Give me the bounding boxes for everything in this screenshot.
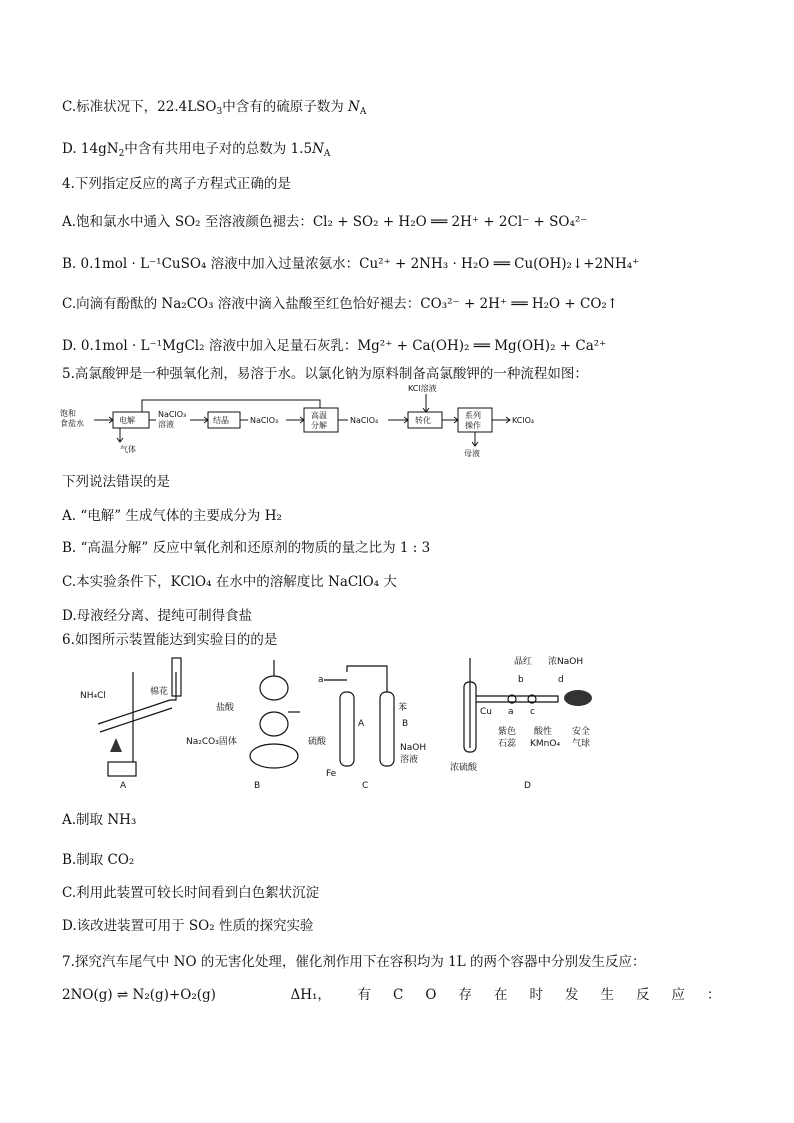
q4-option-b: B. 0.1mol · L⁻¹CuSO₄ 溶液中加入过量浓氨水：Cu²⁺ + 2NH₃ · H₂O ══ Cu(OH)₂↓+2NH₄⁺ xyxy=(62,256,640,272)
q6-apparatus-figure xyxy=(78,652,618,792)
q7-tail-1: CO xyxy=(393,987,459,1003)
label-d: d xyxy=(558,675,564,685)
funnel-bottom xyxy=(250,744,298,768)
q6-option-b: B.制取 CO₂ xyxy=(62,852,135,868)
tube-b xyxy=(380,692,394,766)
q7-tail-9: ： xyxy=(706,987,721,1003)
q7-equation: 2NO(g) ⇌ N₂(g)+O₂(g) xyxy=(62,987,216,1003)
flow-series-2: 操作 xyxy=(465,421,481,430)
label-a: a xyxy=(508,707,514,717)
q6-option-d: D.该改进装置可用于 SO₂ 性质的探究实验 xyxy=(62,918,314,934)
label-cu: Cu xyxy=(480,707,492,717)
label-benzene: 苯 xyxy=(398,703,408,713)
q7-tail-5: 发 xyxy=(564,987,601,1003)
q7-tail-8: 应 xyxy=(671,987,707,1003)
q4-option-d: D. 0.1mol · L⁻¹MgCl₂ 溶液中加入足量石灰乳：Mg²⁺ + Ca(OH)₂ ══ Mg(OH)₂ + Ca²⁺ xyxy=(62,338,607,354)
flow-convert-label: 转化 xyxy=(415,416,431,425)
flame xyxy=(110,738,122,752)
label-balloon-1: 安全 xyxy=(572,727,591,737)
flow-input-line2: 食盐水 xyxy=(60,419,84,428)
label-fe: Fe xyxy=(326,769,337,779)
q7-tail-6: 生 xyxy=(600,987,636,1003)
label-b: b xyxy=(518,675,524,685)
q4-option-c: C.向滴有酚酞的 Na₂CO₃ 溶液中滴入盐酸至红色恰好褪去：CO₃²⁻ + 2H⁺ ══ H₂O + CO₂↑ xyxy=(62,296,619,312)
q5-stem: 5.高氯酸钾是一种强氧化剂，易溶于水。以氯化钠为原料制备高氯酸钾的一种流程如图： xyxy=(62,366,588,382)
q7-stem: 7.探究汽车尾气中 NO 的无害化处理，催化剂作用下在容积均为 1L 的两个容器中分别发生反应： xyxy=(62,954,646,970)
flow-decompose-2: 分解 xyxy=(311,421,327,430)
q4-option-a: A.饱和氯水中通入 SO₂ 至溶液颜色褪去：Cl₂ + SO₂ + H₂O ══ 2H⁺ + 2Cl⁻ + SO₄²⁻ xyxy=(62,214,588,230)
label-acid: 硫酸 xyxy=(308,737,327,747)
q5-option-a: A. “电解” 生成气体的主要成分为 H₂ xyxy=(62,508,282,524)
label-h2so4: 浓硫酸 xyxy=(450,763,478,773)
flow-series-1: 系列 xyxy=(465,411,481,420)
q7-equation-line xyxy=(62,985,720,1005)
label-balloon-2: 气球 xyxy=(572,739,591,749)
apparatus-d xyxy=(450,655,592,791)
flow-input-line1: 饱和 xyxy=(60,409,76,418)
q7-tail-3: 在 xyxy=(493,987,530,1003)
label-tube-b: B xyxy=(402,719,409,729)
connector xyxy=(347,666,387,692)
stand-base xyxy=(108,762,136,776)
label-c: c xyxy=(530,707,535,717)
label-cotton: 棉花 xyxy=(150,687,169,697)
label-naoh-2: 溶液 xyxy=(400,755,419,765)
tube-a xyxy=(340,692,354,766)
q7-tail-7: 反 xyxy=(635,987,672,1003)
q7-dh: ΔH₁， xyxy=(290,987,331,1003)
q5-option-c: C.本实验条件下，KClO₄ 在水中的溶解度比 NaClO₄ 大 xyxy=(62,574,397,590)
label-kmno4-2: KMnO₄ xyxy=(530,739,561,749)
q7-tail-2: 存 xyxy=(458,987,494,1003)
flow-decompose-1: 高温 xyxy=(311,411,327,420)
label-naoh-1: NaOH xyxy=(400,743,427,753)
apparatus-c xyxy=(308,666,426,791)
funnel-top xyxy=(260,676,288,700)
flow-crystallize-label: 结晶 xyxy=(213,416,229,425)
q3-option-c: C.标准状况下，$22.4LSO_3$中含有的硫原子数为 $N_A$ xyxy=(62,99,367,117)
flow-kclo4-label: KClO₄ xyxy=(512,416,535,425)
q5-flow-diagram xyxy=(58,382,638,462)
label-red: 晶红 xyxy=(514,657,533,667)
apparatus-a xyxy=(80,658,181,791)
flow-mother-liquor: 母液 xyxy=(464,449,480,458)
label-a: A xyxy=(120,781,127,791)
q7-tail-4: 时 xyxy=(529,987,565,1003)
q7-tail-0: 有 xyxy=(357,987,394,1003)
q5-ask: 下列说法错误的是 xyxy=(62,474,170,490)
label-c: C xyxy=(362,781,369,791)
safety-balloon xyxy=(564,690,592,706)
flow-naclo4-label: NaClO₄ xyxy=(350,416,379,425)
label-tube-a: A xyxy=(358,719,365,729)
label-litmus-1: 紫色 xyxy=(498,727,517,737)
q6-stem: 6.如图所示装置能达到实验目的的是 xyxy=(62,632,278,648)
label-naoh: 浓NaOH xyxy=(548,657,584,667)
flow-gas-label: 气体 xyxy=(120,445,136,454)
horizontal-tube xyxy=(476,696,558,702)
q6-option-a: A.制取 NH₃ xyxy=(62,812,137,828)
flow-electrolysis-label: 电解 xyxy=(119,416,135,425)
q5-option-d: D.母液经分离、提纯可制得食盐 xyxy=(62,608,253,624)
flow-naclo3-soln-1: NaClO₃ xyxy=(158,410,187,419)
q3-option-d: D. $14gN_2$中含有共用电子对的总数为 $1.5N_A$ xyxy=(62,141,331,159)
q4-stem: 4.下列指定反应的离子方程式正确的是 xyxy=(62,176,291,192)
apparatus-b xyxy=(186,660,300,791)
q6-option-c: C.利用此装置可较长时间看到白色絮状沉淀 xyxy=(62,885,320,901)
q5-option-b: B. “高温分解” 反应中氧化剂和还原剂的物质的量之比为 1 : 3 xyxy=(62,540,431,556)
label-d-fig: D xyxy=(524,781,531,791)
funnel-mid xyxy=(260,712,288,736)
label-nh4cl: NH₄Cl xyxy=(80,691,106,701)
label-b: B xyxy=(254,781,261,791)
label-hcl: 盐酸 xyxy=(216,703,235,713)
flow-kcl-label: KCl溶液 xyxy=(408,384,437,393)
flow-naclo3-label: NaClO₃ xyxy=(250,416,279,425)
label-litmus-2: 石蕊 xyxy=(498,739,517,749)
label-a-small: a xyxy=(318,675,324,685)
label-na2co3: Na₂CO₃固体 xyxy=(186,737,237,747)
label-kmno4-1: 酸性 xyxy=(534,727,553,737)
flow-naclo3-soln-2: 溶液 xyxy=(158,420,174,429)
